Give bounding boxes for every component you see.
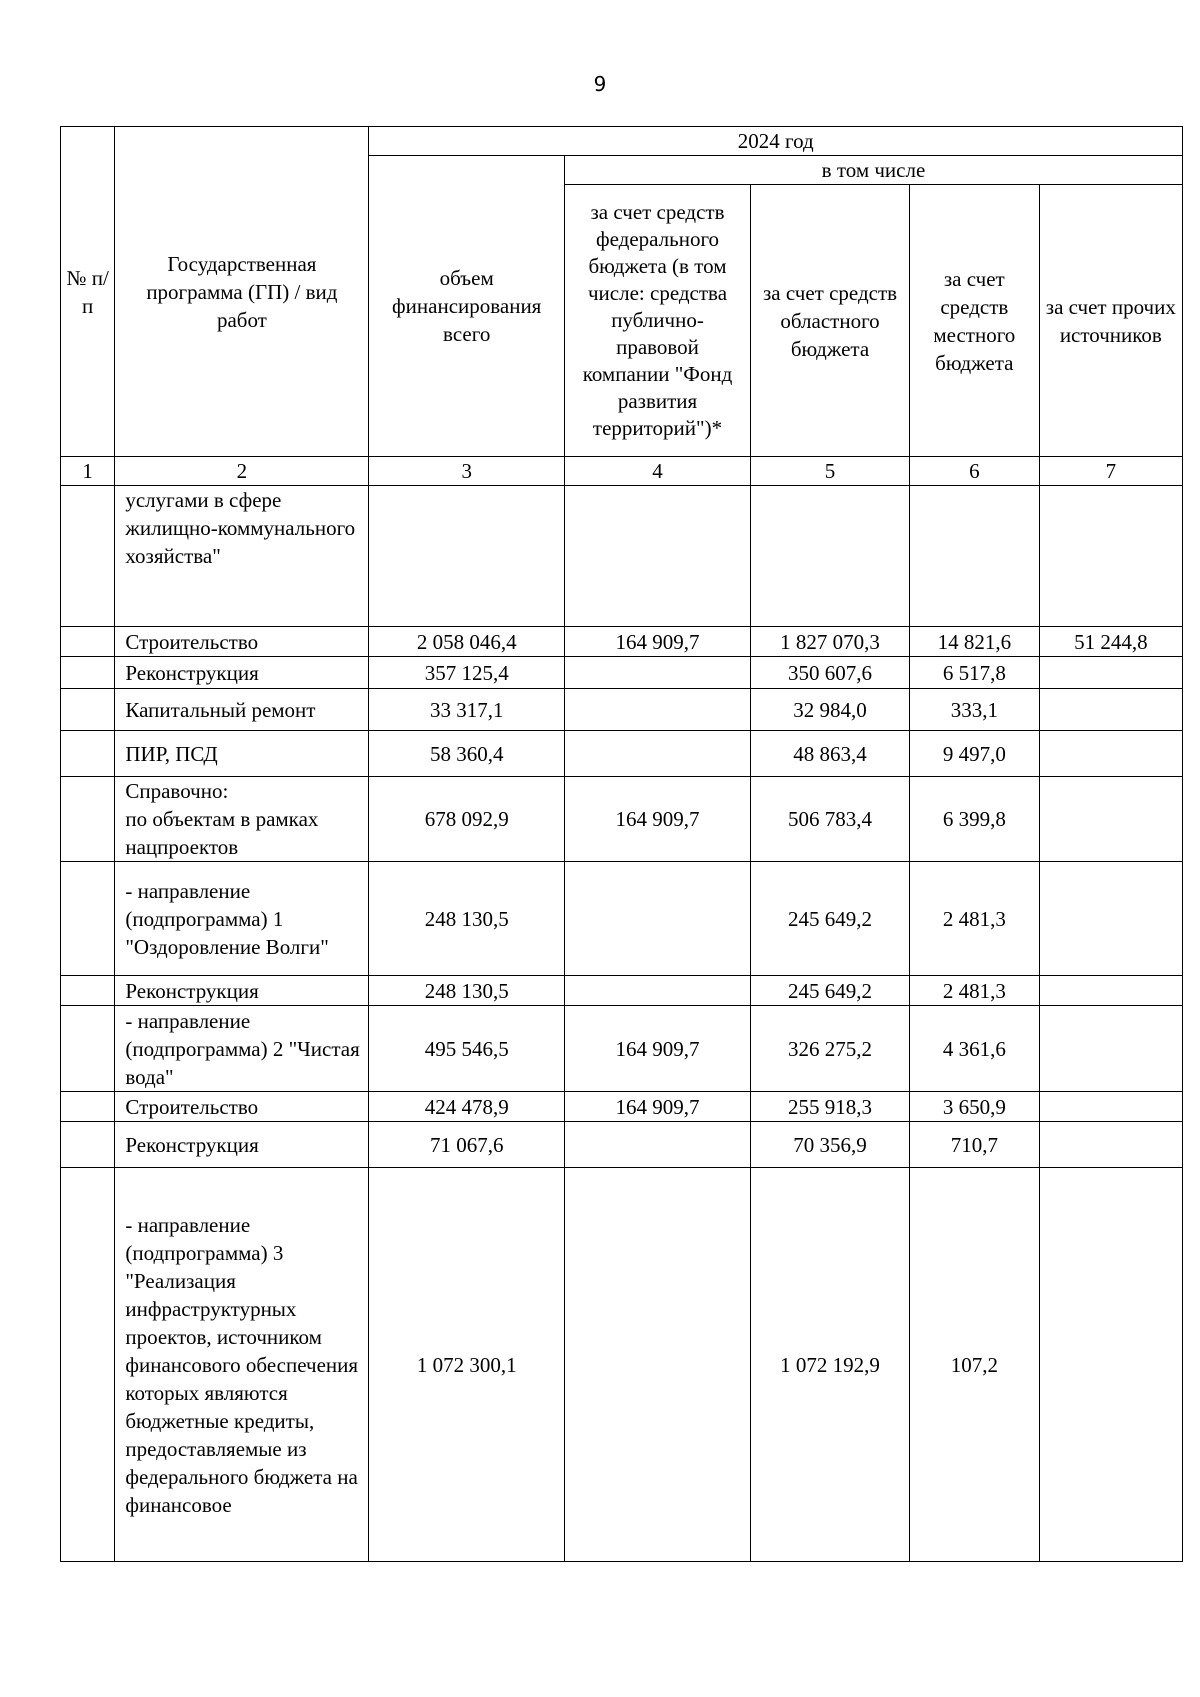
row-name: Строительство	[115, 1092, 369, 1122]
row-local	[909, 486, 1039, 627]
row-other: 51 244,8	[1039, 627, 1182, 657]
row-local: 710,7	[909, 1122, 1039, 1168]
page-number: 9	[593, 72, 607, 96]
row-name: услугами в сфере жилищно-коммунального хозяйства"	[115, 486, 369, 627]
row-regional: 48 863,4	[751, 731, 910, 777]
row-local: 4 361,6	[909, 1006, 1039, 1092]
col-number-2: 2	[115, 457, 369, 486]
row-no	[61, 657, 115, 689]
row-local: 3 650,9	[909, 1092, 1039, 1122]
row-federal: 164 909,7	[564, 1006, 750, 1092]
row-other	[1039, 976, 1182, 1006]
header-year: 2024 год	[369, 127, 1183, 156]
row-name: Реконструкция	[115, 1122, 369, 1168]
row-local: 333,1	[909, 689, 1039, 731]
header-local: за счет средств местного бюджета	[909, 185, 1039, 457]
row-local: 6 517,8	[909, 657, 1039, 689]
row-regional: 70 356,9	[751, 1122, 910, 1168]
table-row	[61, 689, 1183, 731]
row-federal	[564, 1168, 750, 1562]
row-regional	[751, 486, 910, 627]
row-no	[61, 862, 115, 976]
row-regional: 255 918,3	[751, 1092, 910, 1122]
row-regional: 506 783,4	[751, 777, 910, 862]
row-regional: 1 072 192,9	[751, 1168, 910, 1562]
table-row	[61, 1168, 1183, 1562]
row-federal	[564, 731, 750, 777]
row-name: Реконструкция	[115, 657, 369, 689]
row-other	[1039, 731, 1182, 777]
header-federal: за счет средств федерального бюджета (в том числе: средства публично-правовой компании "Фонд развития территорий")*	[564, 185, 750, 457]
row-other	[1039, 1122, 1182, 1168]
col-number-5: 5	[751, 457, 910, 486]
header-program: Государственная программа (ГП) / вид работ	[115, 127, 369, 457]
row-federal	[564, 1122, 750, 1168]
row-no	[61, 1006, 115, 1092]
row-federal: 164 909,7	[564, 627, 750, 657]
row-regional: 1 827 070,3	[751, 627, 910, 657]
row-no	[61, 627, 115, 657]
row-other	[1039, 657, 1182, 689]
table-row	[61, 1122, 1183, 1168]
header-in-total: в том числе	[564, 156, 1182, 185]
row-name: Строительство	[115, 627, 369, 657]
row-no	[61, 1168, 115, 1562]
row-other	[1039, 1006, 1182, 1092]
row-regional: 326 275,2	[751, 1006, 910, 1092]
row-total: 495 546,5	[369, 1006, 565, 1092]
table-row	[61, 486, 1183, 627]
row-total: 357 125,4	[369, 657, 565, 689]
row-other	[1039, 689, 1182, 731]
col-number-1: 1	[61, 457, 115, 486]
row-other	[1039, 486, 1182, 627]
row-regional: 350 607,6	[751, 657, 910, 689]
table-row	[61, 862, 1183, 976]
row-name: - направление (подпрограмма) 2 "Чистая вода"	[115, 1006, 369, 1092]
row-total: 58 360,4	[369, 731, 565, 777]
col-number-6: 6	[909, 457, 1039, 486]
row-no	[61, 777, 115, 862]
row-federal	[564, 976, 750, 1006]
header-regional: за счет средств областного бюджета	[751, 185, 910, 457]
row-regional: 245 649,2	[751, 976, 910, 1006]
row-total: 248 130,5	[369, 862, 565, 976]
row-local: 14 821,6	[909, 627, 1039, 657]
row-other	[1039, 1168, 1182, 1562]
col-number-4: 4	[564, 457, 750, 486]
row-total: 424 478,9	[369, 1092, 565, 1122]
row-other	[1039, 862, 1182, 976]
header-no: № п/п	[61, 127, 115, 457]
table-row	[61, 777, 1183, 862]
table-row	[61, 731, 1183, 777]
row-total: 1 072 300,1	[369, 1168, 565, 1562]
table-row	[61, 1006, 1183, 1092]
row-no	[61, 486, 115, 627]
table-row	[61, 657, 1183, 689]
table-row	[61, 976, 1183, 1006]
row-local: 2 481,3	[909, 862, 1039, 976]
row-name: ПИР, ПСД	[115, 731, 369, 777]
row-name: - направление (подпрограмма) 1 "Оздоровление Волги"	[115, 862, 369, 976]
financing-table	[60, 126, 1183, 1562]
row-total: 33 317,1	[369, 689, 565, 731]
row-federal	[564, 689, 750, 731]
row-name: - направление (подпрограмма) 3 "Реализация инфраструктурных проектов, источником финансового обеспечения которых являются бюджетные кредиты, предоставляемые из федерального бюджета на финансовое	[115, 1168, 369, 1562]
row-no	[61, 976, 115, 1006]
row-no	[61, 731, 115, 777]
row-local: 107,2	[909, 1168, 1039, 1562]
col-number-7: 7	[1039, 457, 1182, 486]
row-name: Капитальный ремонт	[115, 689, 369, 731]
row-no	[61, 1122, 115, 1168]
row-local: 9 497,0	[909, 731, 1039, 777]
row-total: 2 058 046,4	[369, 627, 565, 657]
row-total: 248 130,5	[369, 976, 565, 1006]
header-other: за счет прочих источников	[1039, 185, 1182, 457]
row-federal	[564, 862, 750, 976]
row-name: Справочно: по объектам в рамках нацпроектов	[115, 777, 369, 862]
row-federal	[564, 657, 750, 689]
table-row	[61, 1092, 1183, 1122]
row-federal: 164 909,7	[564, 777, 750, 862]
row-local: 2 481,3	[909, 976, 1039, 1006]
row-total: 678 092,9	[369, 777, 565, 862]
row-no	[61, 689, 115, 731]
row-other	[1039, 1092, 1182, 1122]
table-row	[61, 627, 1183, 657]
row-federal: 164 909,7	[564, 1092, 750, 1122]
header-total: объем финансирования всего	[369, 156, 565, 457]
row-local: 6 399,8	[909, 777, 1039, 862]
row-total	[369, 486, 565, 627]
row-federal	[564, 486, 750, 627]
row-total: 71 067,6	[369, 1122, 565, 1168]
row-other	[1039, 777, 1182, 862]
row-regional: 32 984,0	[751, 689, 910, 731]
row-no	[61, 1092, 115, 1122]
col-number-3: 3	[369, 457, 565, 486]
row-name: Реконструкция	[115, 976, 369, 1006]
row-regional: 245 649,2	[751, 862, 910, 976]
